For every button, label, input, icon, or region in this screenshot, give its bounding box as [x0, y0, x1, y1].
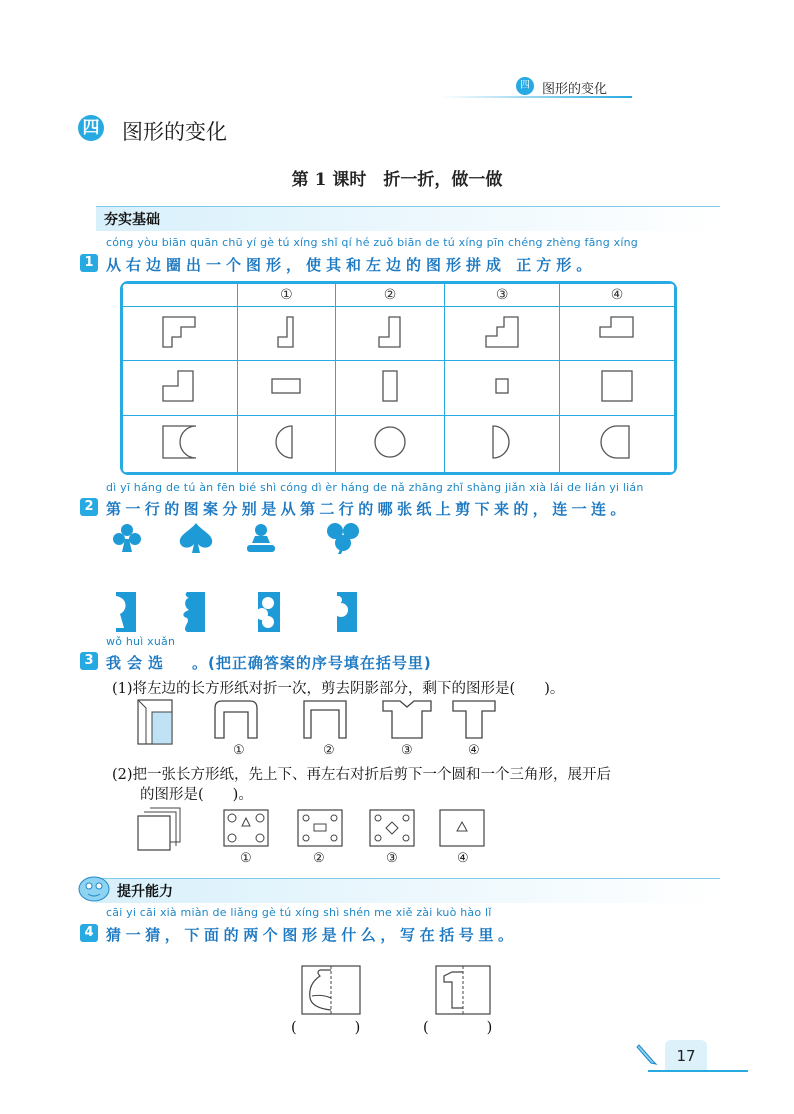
q3-sub1-text: (1)将左边的长方形纸对折一次，剪去阴影部分，剩下的图形是( )。 [112, 681, 565, 697]
q3-1-mark-1: ① [233, 743, 245, 758]
row3-option-3[interactable] [445, 415, 560, 472]
q3-sub2-text: (2)把一张长方形纸，先上下、再左右对折后剪下一个圆和一个三角形，展开后 [112, 767, 612, 783]
q3-2-mark-1: ① [240, 851, 252, 866]
q3-folded-paper-1 [136, 698, 176, 750]
paper-a-icon[interactable] [116, 592, 138, 636]
section-label-basics: 夯实基础 [104, 212, 160, 228]
header-title: 图形的变化 [542, 82, 608, 97]
q3-pinyin: wǒ huì xuǎn [106, 635, 176, 648]
q4-number: 4 [80, 924, 98, 942]
q3-2-mark-4: ④ [457, 851, 469, 866]
q4-text: 猜一猜，下面的两个图形是什么，写在括号里。 [106, 926, 518, 944]
q1-header-blank [123, 284, 238, 307]
row2-option-4[interactable] [560, 361, 675, 415]
row1-option-2[interactable] [335, 307, 444, 361]
header-chapter-badge: 四 [516, 77, 534, 95]
q2-pinyin: dì yī háng de tú àn fēn bié shì cóng dì èr háng de nǎ zhāng zhǐ shàng jiǎn xià lái de lián yi lián [106, 481, 644, 494]
q3-folded-paper-2 [136, 806, 184, 856]
pencil-icon [636, 1042, 658, 1070]
q1-header-4: ④ [560, 284, 675, 307]
club-pattern-icon[interactable] [112, 522, 142, 558]
q3-2-option-2[interactable] [296, 808, 344, 852]
q3-2-mark-2: ② [313, 851, 325, 866]
q3-1-option-4[interactable] [450, 698, 498, 744]
q1-shape-table [120, 281, 677, 475]
q3-1-option-1[interactable] [212, 698, 260, 744]
paper-b-icon[interactable] [181, 592, 207, 636]
q4-pinyin: cāi yi cāi xià miàn de liǎng gè tú xíng shì shén me xiě zài kuò hào lǐ [106, 906, 492, 919]
q4-vase-figure [300, 964, 362, 1020]
row3-option-4[interactable] [560, 415, 675, 472]
q1-text: 从右边圈出一个图形，使其和左边的图形拼成 正方形。 [106, 256, 597, 274]
clover-pattern-icon[interactable] [320, 521, 366, 559]
row2-left-shape [123, 361, 238, 415]
q3-2-option-4[interactable] [438, 808, 486, 852]
page-number: 17 [665, 1040, 707, 1072]
q3-text: 我会选 [106, 654, 170, 672]
q3-sub2-text-cont: 的图形是( )。 [140, 787, 253, 803]
q3-1-option-3[interactable] [380, 698, 434, 744]
q1-header-1: ① [237, 284, 335, 307]
chapter-badge: 四 [78, 115, 104, 141]
row1-option-4[interactable] [560, 307, 675, 361]
lesson-title: 第 1 课时 折一折，做一做 [291, 170, 503, 190]
row1-left-shape [123, 307, 238, 361]
q3-1-mark-4: ④ [468, 743, 480, 758]
section-label-improve: 提升能力 [117, 884, 173, 900]
q1-number: 1 [80, 254, 98, 272]
q2-number: 2 [80, 498, 98, 516]
paper-c-icon[interactable] [256, 592, 282, 636]
q3-2-option-3[interactable] [368, 808, 416, 852]
row1-option-1[interactable] [237, 307, 335, 361]
q2-text: 第一行的图案分别是从第二行的哪张纸上剪下来的，连一连。 [106, 500, 630, 518]
row2-option-2[interactable] [335, 361, 444, 415]
q1-pinyin: cóng yòu biān quān chū yí gè tú xíng shǐ qí hé zuǒ biān de tú xíng pīn chéng zhèng fāng xíng [106, 236, 638, 249]
q3-number: 3 [80, 652, 98, 670]
row2-option-3[interactable] [445, 361, 560, 415]
row3-option-1[interactable] [237, 415, 335, 472]
q3-2-mark-3: ③ [386, 851, 398, 866]
row3-left-shape [123, 415, 238, 472]
q4-answer-paren-2[interactable]: ( ) [423, 1020, 493, 1036]
q1-header-3: ③ [445, 284, 560, 307]
q3-2-option-1[interactable] [222, 808, 270, 852]
q3-1-mark-3: ③ [401, 743, 413, 758]
mascot-icon [76, 870, 112, 908]
gourd-pattern-icon[interactable] [243, 521, 279, 559]
footer-rule [648, 1070, 748, 1072]
q3-1-option-2[interactable] [301, 698, 349, 744]
row2-option-1[interactable] [237, 361, 335, 415]
q3-1-mark-2: ② [323, 743, 335, 758]
paper-d-icon[interactable] [333, 592, 359, 636]
section-bar-basics [96, 206, 720, 231]
q4-answer-paren-1[interactable]: ( ) [291, 1020, 361, 1036]
spade-pattern-icon[interactable] [176, 521, 216, 559]
q1-header-2: ② [335, 284, 444, 307]
row1-option-3[interactable] [445, 307, 560, 361]
section-bar-improve [96, 878, 720, 903]
q4-shirt-figure [434, 964, 492, 1020]
chapter-title: 图形的变化 [122, 120, 227, 144]
q3-instruction: 。(把正确答案的序号填在括号里) [192, 654, 432, 672]
row3-option-2[interactable] [335, 415, 444, 472]
